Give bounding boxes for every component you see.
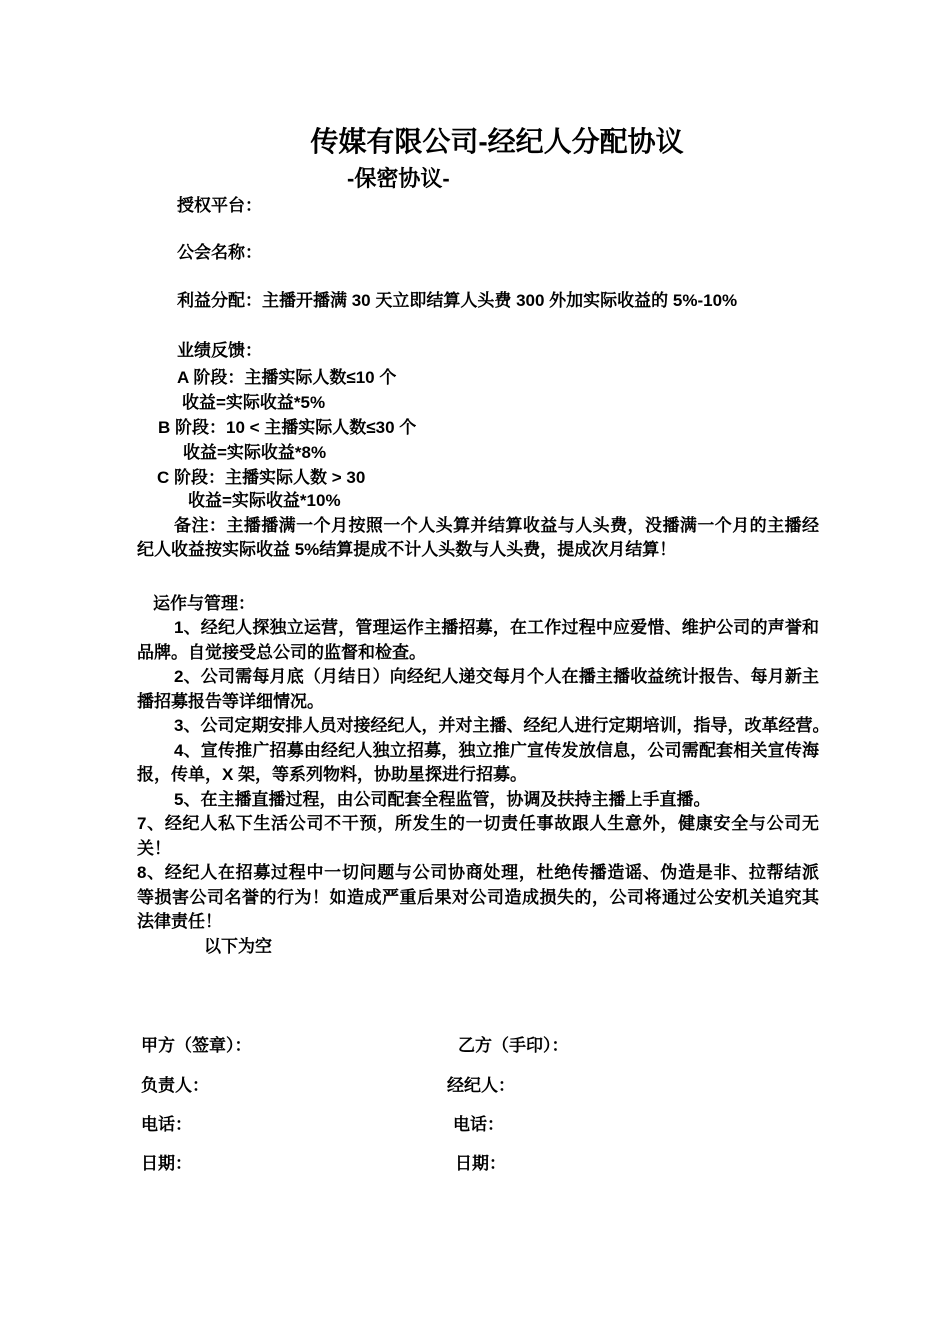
party-a-signature-label: 甲方（签章）： [141, 1036, 252, 1055]
performance-feedback-heading: 业绩反馈： [177, 341, 262, 360]
operations-line-8: 8、经纪人在招募过程中一切问题与公司协商处理，杜绝传播造谣、伪造是非、拉帮结派 [137, 863, 819, 882]
operations-line-2: 2、公司需每月底（月结日）向经纪人递交每月个人在播主播收益统计报告、每月新主 [174, 667, 819, 686]
operations-line-4: 4、宣传推广招募由经纪人独立招募，独立推广宣传发放信息，公司需配套相关宣传海 [174, 741, 819, 760]
tier-a-condition: A 阶段：主播实际人数≤10 个 [177, 368, 397, 387]
operations-line-8-end: 法律责任！ [137, 912, 222, 931]
field-authorized-platform: 授权平台： [177, 196, 262, 215]
tier-b-condition: B 阶段：10 < 主播实际人数≤30 个 [158, 418, 417, 437]
tier-c-formula: 收益=实际收益*10% [188, 491, 341, 510]
remark-line: 纪人收益按实际收益 5%结算提成不计人头数与人头费，提成次月结算！ [137, 540, 677, 559]
operations-line-1: 1、经纪人探独立运营，管理运作主播招募，在工作过程中应爱惜、维护公司的声誉和 [174, 618, 819, 637]
date-label-left: 日期： [141, 1154, 192, 1173]
operations-line-1-cont: 品牌。自觉接受总公司的监督和检查。 [137, 643, 426, 662]
remark-line: 备注：主播播满一个月按照一个人头算并结算收益与人头费，没播满一个月的主播经 [174, 516, 819, 535]
phone-label-left: 电话： [141, 1115, 192, 1134]
below-blank-note: 以下为空 [204, 937, 272, 956]
phone-label-right: 电话： [453, 1115, 504, 1134]
doc-subtitle: -保密协议- [347, 166, 450, 191]
tier-c-condition: C 阶段：主播实际人数 > 30 [157, 468, 366, 487]
operations-heading: 运作与管理： [153, 594, 255, 613]
tier-a-formula: 收益=实际收益*5% [182, 393, 326, 412]
field-guild-name: 公会名称： [177, 243, 262, 262]
date-label-right: 日期： [455, 1154, 506, 1173]
operations-line-7-cont: 关！ [137, 839, 171, 858]
agent-label: 经纪人： [447, 1076, 515, 1095]
operations-line-5: 5、在主播直播过程，由公司配套全程监管，协调及扶持主播上手直播。 [174, 790, 711, 809]
operations-line-7: 7、经纪人私下生活公司不干预，所发生的一切责任事故跟人生意外，健康安全与公司无 [137, 814, 819, 833]
operations-line-2-cont: 播招募报告等详细情况。 [137, 692, 324, 711]
principal-label: 负责人： [141, 1076, 209, 1095]
operations-line-8-cont: 等损害公司名誉的行为！如造成严重后果对公司造成损失的，公司将通过公安机关追究其 [137, 888, 819, 907]
doc-title: 传媒有限公司-经纪人分配协议 [310, 126, 684, 157]
operations-line-4-cont: 报，传单，X 架，等系列物料，协助星探进行招募。 [137, 765, 528, 784]
tier-b-formula: 收益=实际收益*8% [183, 443, 327, 462]
profit-distribution-line: 利益分配：主播开播满 30 天立即结算人头费 300 外加实际收益的 5%-10% [177, 291, 738, 310]
operations-line-3: 3、公司定期安排人员对接经纪人，并对主播、经纪人进行定期培训，指导，改革经营。 [174, 716, 830, 735]
party-b-signature-label: 乙方（手印）： [458, 1036, 569, 1055]
